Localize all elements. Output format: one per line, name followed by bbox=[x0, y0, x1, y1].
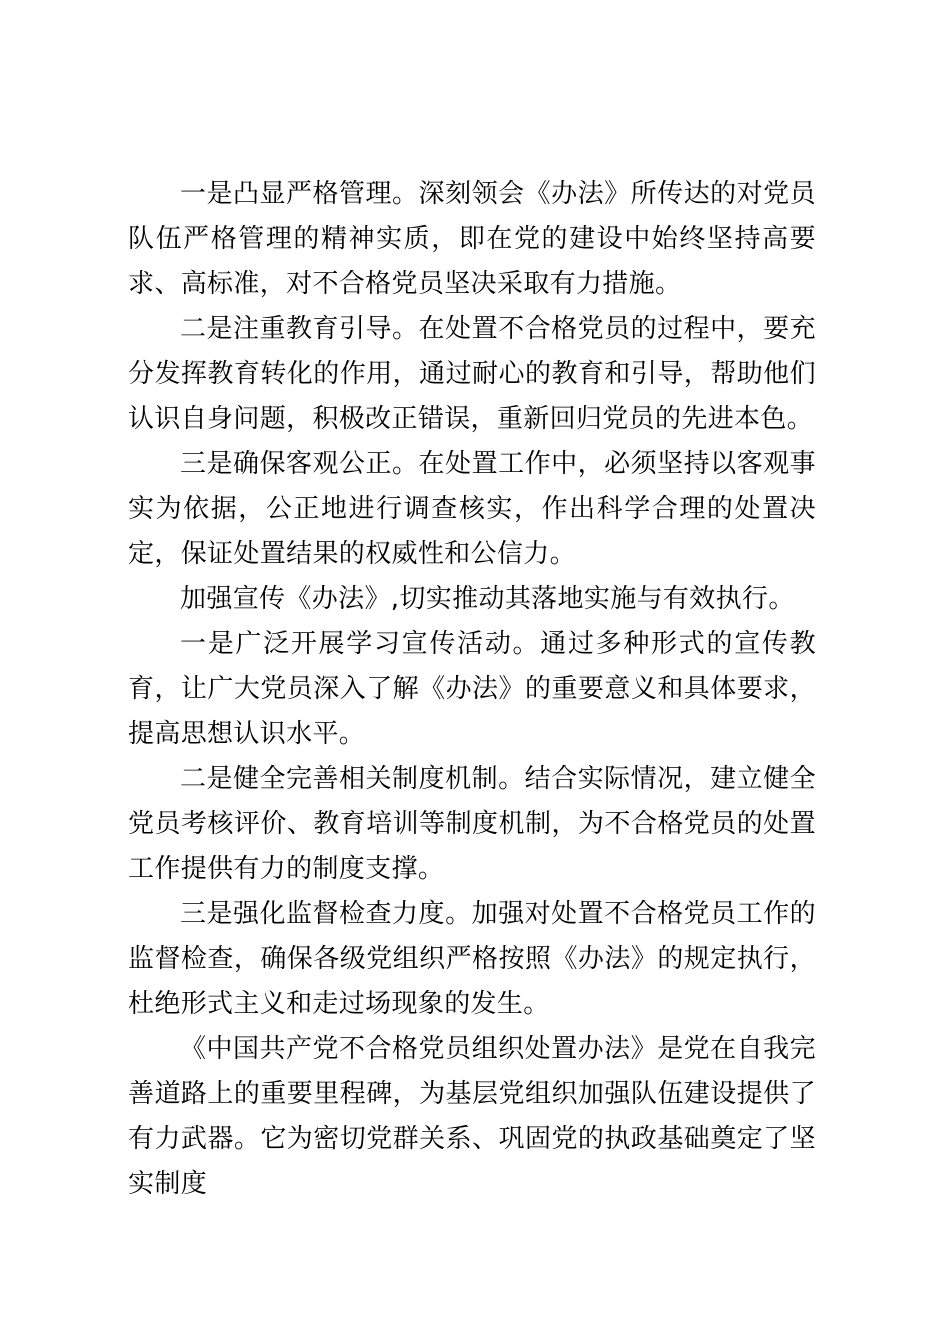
paragraph-study-publicity: 一是广泛开展学习宣传活动。通过多种形式的宣传教育，让广大党员深入了解《办法》的重要意义和具体要求，提高思想认识水平。 bbox=[128, 629, 816, 749]
paragraph-publicity-heading: 加强宣传《办法》,切实推动其落地实施与有效执行。 bbox=[180, 584, 795, 614]
paragraph-conclusion: 《中国共产党不合格党员组织处置办法》是党在自我完善道路上的重要里程碑，为基层党组织加强队伍建设提供了有力武器。它为密切党群关系、巩固党的执政基础奠定了坚实制度 bbox=[128, 1034, 816, 1199]
paragraph-institutional-mechanisms: 二是健全完善相关制度机制。结合实际情况，建立健全党员考核评价、教育培训等制度机制，为不合格党员的处置工作提供有力的制度支撑。 bbox=[128, 764, 816, 884]
paragraph-objective-fairness: 三是确保客观公正。在处置工作中，必须坚持以客观事实为依据，公正地进行调查核实，作出科学合理的处置决定，保证处置结果的权威性和公信力。 bbox=[128, 449, 816, 569]
paragraph-supervision-inspection: 三是强化监督检查力度。加强对处置不合格党员工作的监督检查，确保各级党组织严格按照《办法》的规定执行，杜绝形式主义和走过场现象的发生。 bbox=[128, 899, 816, 1019]
paragraph-education-guidance: 二是注重教育引导。在处置不合格党员的过程中，要充分发挥教育转化的作用，通过耐心的教育和引导，帮助他们认识自身问题，积极改正错误，重新回归党员的先进本色。 bbox=[128, 314, 816, 434]
document-body bbox=[128, 172, 816, 1207]
paragraph-strict-management: 一是凸显严格管理。深刻领会《办法》所传达的对党员队伍严格管理的精神实质，即在党的建设中始终坚持高要求、高标准，对不合格党员坚决采取有力措施。 bbox=[128, 179, 816, 299]
